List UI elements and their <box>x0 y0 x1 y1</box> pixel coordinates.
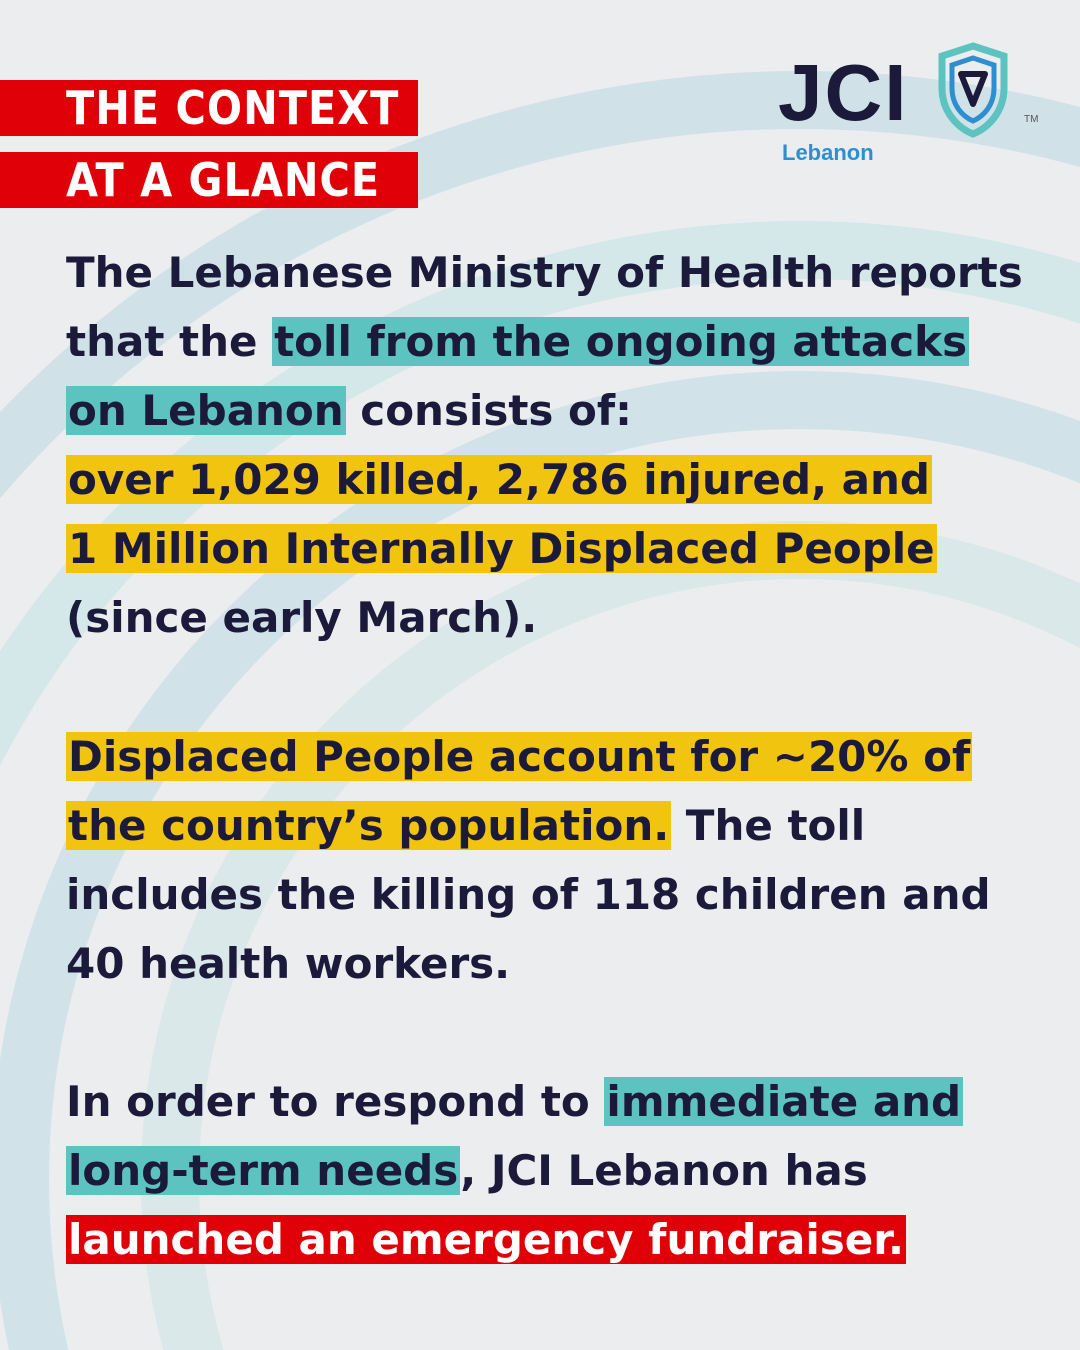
p2-text-1: The toll includes the killing of 118 children and 40 health workers. <box>66 801 991 988</box>
p1-text-1: The Lebanese Ministry of Health reports that the <box>66 248 1023 366</box>
p3-highlight-needs: immediate and long-term needs <box>68 1077 962 1195</box>
p1-text-3: (since early March). <box>66 593 538 642</box>
paragraph-ministry-toll <box>66 238 1026 652</box>
shield-icon <box>938 42 1008 138</box>
jci-lebanon-logo <box>778 38 1048 168</box>
logo-subtitle: Lebanon <box>782 140 874 165</box>
p1-highlight-toll: toll from the ongoing attacks on Lebanon <box>68 317 968 435</box>
p3-text-1: In order to respond to <box>66 1077 605 1126</box>
paragraph-displaced-share <box>66 722 1026 998</box>
p1-text-2: consists of: <box>345 386 632 435</box>
header-tag-line-2: AT A GLANCE <box>0 152 418 208</box>
logo-wordmark: JCI <box>778 48 909 137</box>
header-tag-line-1: THE CONTEXT <box>0 80 418 136</box>
p1-highlight-casualties: over 1,029 killed, 2,786 injured, and <box>68 455 930 504</box>
logo-trademark: TM <box>1024 114 1039 125</box>
p3-highlight-fundraiser: launched an emergency fundraiser. <box>68 1215 904 1264</box>
paragraph-fundraiser <box>66 1067 1026 1274</box>
p3-text-2: , JCI Lebanon has <box>460 1146 868 1195</box>
p2-highlight-population: Displaced People account for ~20% of the country’s population. <box>68 732 971 850</box>
p1-highlight-displaced: 1 Million Internally Displaced People <box>68 524 935 573</box>
